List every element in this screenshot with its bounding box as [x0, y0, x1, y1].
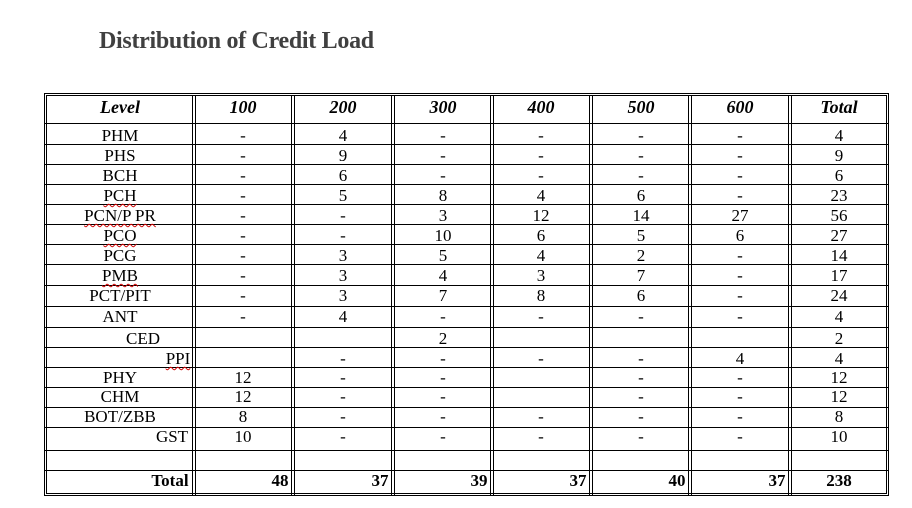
row-label: CED: [126, 329, 160, 348]
row-divider: [45, 450, 888, 451]
table-cell: -: [638, 307, 644, 326]
table-cell: -: [440, 368, 446, 387]
table-cell: 6: [834, 166, 844, 185]
table-cell: -: [440, 307, 446, 326]
header-cell: Total: [820, 97, 858, 117]
table-cell: -: [340, 349, 346, 368]
table-cell: -: [240, 186, 246, 205]
row-label: PCO: [103, 226, 137, 245]
table-cell: 3: [338, 246, 348, 265]
table-cell: -: [538, 166, 544, 185]
table-cell: -: [340, 387, 346, 406]
table-cell: 4: [338, 126, 348, 145]
table-cell: 2: [636, 246, 646, 265]
table-cell: -: [638, 387, 644, 406]
table-cell: -: [440, 349, 446, 368]
table-cell: 24: [830, 286, 848, 305]
table-cell: -: [737, 368, 743, 387]
row-divider: [45, 327, 888, 328]
table-cell: -: [440, 146, 446, 165]
row-label: ANT: [102, 307, 138, 326]
table-cell: -: [440, 387, 446, 406]
table-cell: -: [240, 166, 246, 185]
table-cell: -: [737, 146, 743, 165]
row-label: PCN/P PR: [84, 206, 156, 225]
table-cell: 4: [834, 349, 844, 368]
header-cell: 600: [726, 97, 754, 117]
header-cell: 200: [329, 97, 357, 117]
column-divider: [788, 95, 792, 496]
table-cell: 14: [830, 246, 848, 265]
table-cell: 6: [636, 186, 646, 205]
header-cell: 400: [527, 97, 555, 117]
table-cell: -: [737, 186, 743, 205]
row-label: PCT/PIT: [89, 286, 151, 305]
table-cell: -: [737, 307, 743, 326]
table-cell: 3: [338, 266, 348, 285]
table-cell: 4: [536, 186, 546, 205]
table-cell: 3: [438, 206, 448, 225]
table-cell: 4: [438, 266, 448, 285]
table-cell: 27: [830, 226, 848, 245]
row-label: GST: [155, 427, 189, 446]
column-divider: [589, 95, 593, 496]
table-cell: -: [538, 407, 544, 426]
total-cell: 48: [271, 471, 289, 490]
table-cell: 6: [536, 226, 546, 245]
table-cell: -: [737, 246, 743, 265]
table-cell: -: [737, 126, 743, 145]
table-cell: -: [240, 126, 246, 145]
table-cell: 4: [735, 349, 745, 368]
total-cell: 238: [826, 471, 852, 490]
table-cell: 7: [438, 286, 448, 305]
total-cell: 37: [768, 471, 786, 490]
header-level: Level: [100, 97, 140, 117]
table-cell: -: [638, 368, 644, 387]
table-cell: 12: [532, 206, 550, 225]
total-cell: 37: [569, 471, 587, 490]
total-cell: 40: [668, 471, 686, 490]
table-cell: 4: [834, 126, 844, 145]
table-cell: -: [638, 166, 644, 185]
row-divider: [45, 123, 888, 124]
table-cell: -: [538, 146, 544, 165]
header-cell: 500: [627, 97, 655, 117]
total-cell: 37: [371, 471, 389, 490]
table-cell: -: [638, 146, 644, 165]
table-cell: 2: [438, 329, 448, 348]
table-cell: -: [440, 126, 446, 145]
page-title: Distribution of Credit Load: [99, 28, 374, 54]
row-label: CHM: [100, 387, 140, 406]
table-cell: -: [638, 427, 644, 446]
table-cell: 8: [834, 407, 844, 426]
table-cell: 5: [338, 186, 348, 205]
total-label: Total: [151, 471, 189, 490]
table-cell: 17: [830, 266, 848, 285]
table-cell: 8: [238, 407, 248, 426]
table-cell: 5: [438, 246, 448, 265]
table-cell: -: [340, 226, 346, 245]
row-label: PHY: [102, 368, 137, 387]
table-cell: 8: [438, 186, 448, 205]
table-cell: 12: [830, 368, 848, 387]
row-label: PHS: [104, 146, 136, 165]
table-cell: -: [240, 307, 246, 326]
table-cell: 6: [636, 286, 646, 305]
table-cell: -: [538, 349, 544, 368]
table-cell: -: [638, 349, 644, 368]
table-cell: -: [340, 206, 346, 225]
table-cell: -: [737, 387, 743, 406]
row-label: PHM: [101, 126, 139, 145]
table-cell: 7: [636, 266, 646, 285]
table-cell: 9: [834, 146, 844, 165]
table-cell: -: [340, 368, 346, 387]
table-cell: -: [240, 266, 246, 285]
table-cell: -: [440, 427, 446, 446]
table-cell: 6: [338, 166, 348, 185]
table-cell: -: [440, 166, 446, 185]
table-cell: 12: [234, 368, 252, 387]
table-cell: -: [538, 427, 544, 446]
column-divider: [490, 95, 494, 496]
table-cell: -: [340, 427, 346, 446]
column-divider: [291, 95, 295, 496]
table-cell: 27: [731, 206, 749, 225]
table-cell: 56: [830, 206, 848, 225]
row-label: PPI: [165, 349, 191, 368]
table-cell: 3: [338, 286, 348, 305]
table-cell: -: [638, 126, 644, 145]
table-cell: 8: [536, 286, 546, 305]
row-label: BOT/ZBB: [84, 407, 156, 426]
table-cell: -: [240, 206, 246, 225]
row-label: BCH: [102, 166, 138, 185]
table-cell: 10: [830, 427, 848, 446]
row-divider: [45, 306, 888, 307]
table-cell: 14: [632, 206, 650, 225]
table-cell: -: [737, 266, 743, 285]
table-cell: 12: [234, 387, 252, 406]
table-cell: -: [737, 407, 743, 426]
table-cell: -: [737, 166, 743, 185]
row-label: PCG: [103, 246, 137, 265]
table-cell: 2: [834, 329, 844, 348]
table-cell: 12: [830, 387, 848, 406]
table-cell: 23: [830, 186, 848, 205]
table-cell: -: [538, 126, 544, 145]
table-cell: -: [538, 307, 544, 326]
table-cell: 10: [234, 427, 252, 446]
table-cell: -: [638, 407, 644, 426]
header-cell: 300: [429, 97, 457, 117]
table-cell: -: [240, 246, 246, 265]
table-cell: 4: [338, 307, 348, 326]
row-label: PCH: [103, 186, 137, 205]
table-cell: 10: [434, 226, 452, 245]
table-cell: -: [737, 286, 743, 305]
table-cell: -: [240, 146, 246, 165]
row-divider: [45, 285, 888, 286]
table-cell: 9: [338, 146, 348, 165]
table-cell: 4: [834, 307, 844, 326]
table-cell: 3: [536, 266, 546, 285]
table-cell: 5: [636, 226, 646, 245]
table-cell: -: [340, 407, 346, 426]
table-cell: -: [240, 226, 246, 245]
total-cell: 39: [470, 471, 488, 490]
row-label: PMB: [102, 266, 138, 285]
header-cell: 100: [229, 97, 257, 117]
table-cell: 6: [735, 226, 745, 245]
column-divider: [391, 95, 395, 496]
table-cell: -: [440, 407, 446, 426]
table-cell: -: [240, 286, 246, 305]
column-divider: [688, 95, 692, 496]
table-cell: 4: [536, 246, 546, 265]
table-cell: -: [737, 427, 743, 446]
